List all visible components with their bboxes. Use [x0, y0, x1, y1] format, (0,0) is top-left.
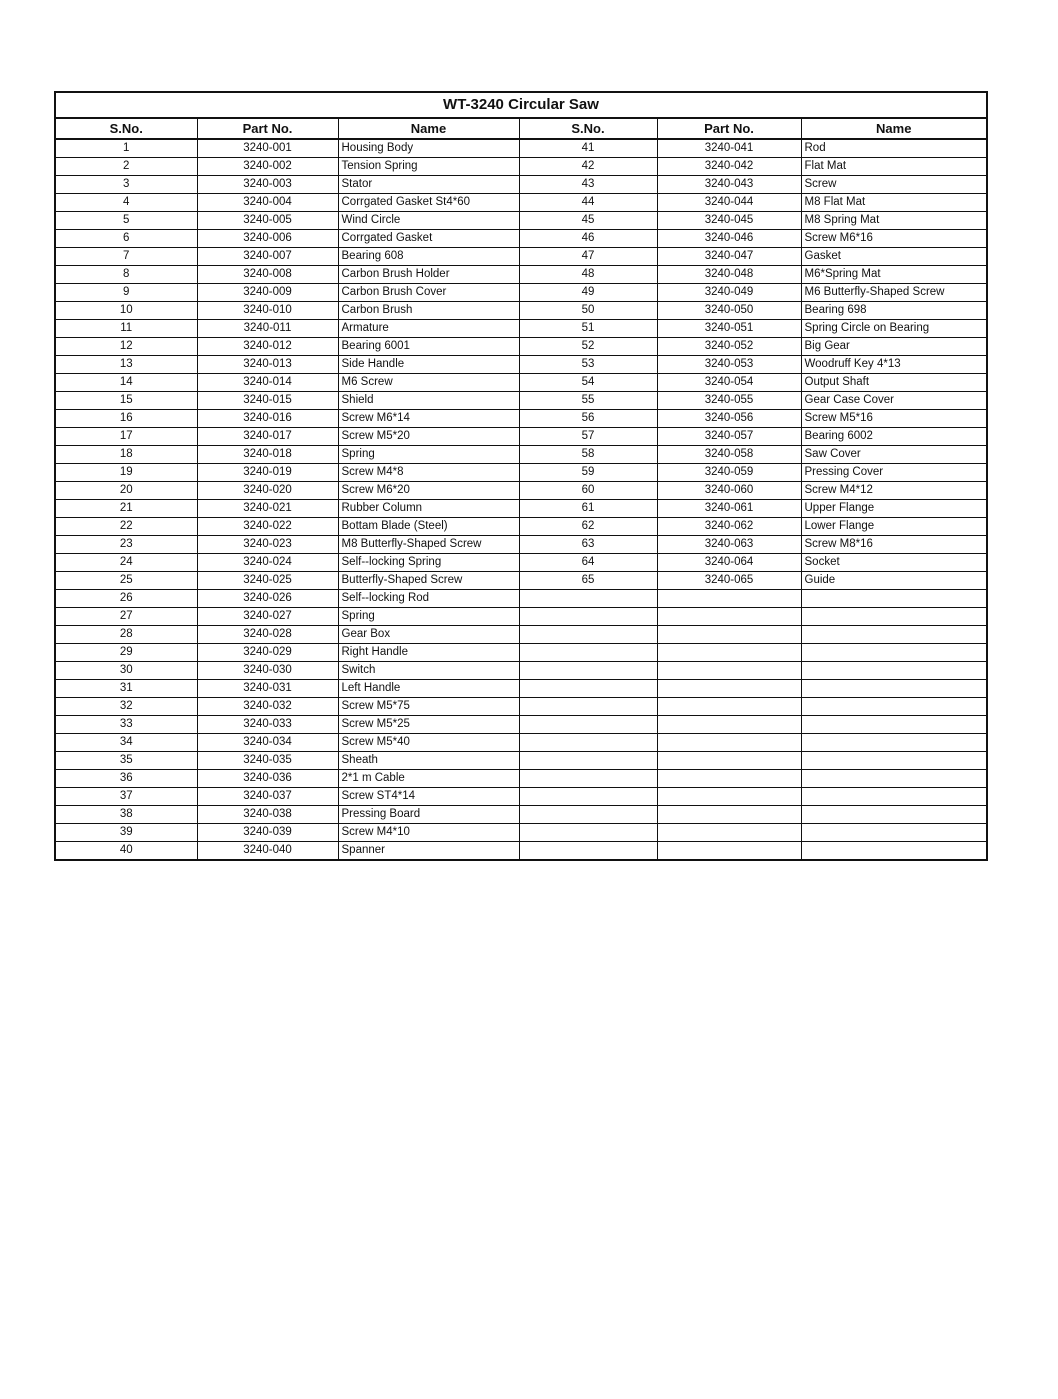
- empty-cell: [519, 752, 657, 770]
- right-part-no-cell: 3240-047: [657, 248, 801, 266]
- left-part-no-cell: 3240-024: [197, 554, 338, 572]
- empty-cell: [657, 770, 801, 788]
- left-part-no-cell: 3240-033: [197, 716, 338, 734]
- table-row: [56, 320, 986, 338]
- empty-cell: [657, 734, 801, 752]
- left-part-no-cell: 3240-005: [197, 212, 338, 230]
- right-name-cell: Saw Cover: [801, 446, 986, 464]
- left-part-no-cell: 3240-002: [197, 158, 338, 176]
- empty-cell: [519, 788, 657, 806]
- table-row: [56, 680, 986, 698]
- empty-cell: [801, 626, 986, 644]
- right-part-no-cell: 3240-050: [657, 302, 801, 320]
- left-sno-cell: 17: [56, 428, 197, 446]
- empty-cell: [519, 734, 657, 752]
- left-sno-cell: 38: [56, 806, 197, 824]
- left-sno-cell: 14: [56, 374, 197, 392]
- left-part-no-cell: 3240-031: [197, 680, 338, 698]
- table-row: [56, 410, 986, 428]
- left-sno-cell: 1: [56, 139, 197, 158]
- left-part-no-cell: 3240-023: [197, 536, 338, 554]
- left-name-cell: Screw M4*10: [338, 824, 519, 842]
- right-part-no-cell: 3240-042: [657, 158, 801, 176]
- table-row: [56, 608, 986, 626]
- left-name-cell: Corrgated Gasket St4*60: [338, 194, 519, 212]
- right-part-no-cell: 3240-065: [657, 572, 801, 590]
- right-name-cell: Socket: [801, 554, 986, 572]
- left-name-cell: Self--locking Spring: [338, 554, 519, 572]
- left-sno-cell: 36: [56, 770, 197, 788]
- left-sno-cell: 8: [56, 266, 197, 284]
- left-part-no-cell: 3240-032: [197, 698, 338, 716]
- table-row: [56, 734, 986, 752]
- left-name-cell: M6 Screw: [338, 374, 519, 392]
- left-sno-cell: 19: [56, 464, 197, 482]
- table-row: [56, 572, 986, 590]
- parts-list-sheet: [54, 91, 988, 861]
- left-name-cell: Spring: [338, 446, 519, 464]
- right-part-no-cell: 3240-045: [657, 212, 801, 230]
- left-sno-cell: 7: [56, 248, 197, 266]
- left-part-no-cell: 3240-029: [197, 644, 338, 662]
- header-name-right: Name: [801, 119, 986, 139]
- empty-cell: [801, 788, 986, 806]
- left-sno-cell: 40: [56, 842, 197, 860]
- right-sno-cell: 48: [519, 266, 657, 284]
- empty-cell: [657, 806, 801, 824]
- left-name-cell: Screw M6*14: [338, 410, 519, 428]
- table-row: [56, 554, 986, 572]
- right-part-no-cell: 3240-048: [657, 266, 801, 284]
- left-name-cell: Screw M5*75: [338, 698, 519, 716]
- left-name-cell: Corrgated Gasket: [338, 230, 519, 248]
- empty-cell: [657, 698, 801, 716]
- empty-cell: [657, 608, 801, 626]
- right-sno-cell: 54: [519, 374, 657, 392]
- left-name-cell: Self--locking Rod: [338, 590, 519, 608]
- right-sno-cell: 55: [519, 392, 657, 410]
- left-part-no-cell: 3240-030: [197, 662, 338, 680]
- empty-cell: [519, 716, 657, 734]
- empty-cell: [519, 806, 657, 824]
- table-row: [56, 194, 986, 212]
- left-sno-cell: 6: [56, 230, 197, 248]
- left-name-cell: M8 Butterfly-Shaped Screw: [338, 536, 519, 554]
- left-name-cell: Bearing 608: [338, 248, 519, 266]
- right-name-cell: Screw M4*12: [801, 482, 986, 500]
- empty-cell: [801, 752, 986, 770]
- right-part-no-cell: 3240-056: [657, 410, 801, 428]
- right-sno-cell: 58: [519, 446, 657, 464]
- left-name-cell: Bearing 6001: [338, 338, 519, 356]
- right-sno-cell: 64: [519, 554, 657, 572]
- empty-cell: [657, 788, 801, 806]
- left-name-cell: Screw M5*40: [338, 734, 519, 752]
- empty-cell: [519, 608, 657, 626]
- empty-cell: [657, 824, 801, 842]
- right-part-no-cell: 3240-044: [657, 194, 801, 212]
- table-row: [56, 752, 986, 770]
- left-name-cell: Wind Circle: [338, 212, 519, 230]
- left-part-no-cell: 3240-013: [197, 356, 338, 374]
- table-row: [56, 158, 986, 176]
- left-part-no-cell: 3240-026: [197, 590, 338, 608]
- right-sno-cell: 52: [519, 338, 657, 356]
- right-sno-cell: 63: [519, 536, 657, 554]
- empty-cell: [801, 662, 986, 680]
- left-part-no-cell: 3240-017: [197, 428, 338, 446]
- table-row: [56, 716, 986, 734]
- empty-cell: [801, 698, 986, 716]
- left-name-cell: Spring: [338, 608, 519, 626]
- empty-cell: [657, 716, 801, 734]
- empty-cell: [801, 608, 986, 626]
- left-part-no-cell: 3240-034: [197, 734, 338, 752]
- left-sno-cell: 3: [56, 176, 197, 194]
- right-part-no-cell: 3240-062: [657, 518, 801, 536]
- left-name-cell: Carbon Brush Holder: [338, 266, 519, 284]
- left-name-cell: Carbon Brush Cover: [338, 284, 519, 302]
- right-sno-cell: 45: [519, 212, 657, 230]
- left-sno-cell: 16: [56, 410, 197, 428]
- table-row: [56, 806, 986, 824]
- left-part-no-cell: 3240-021: [197, 500, 338, 518]
- empty-cell: [657, 626, 801, 644]
- left-sno-cell: 23: [56, 536, 197, 554]
- left-sno-cell: 37: [56, 788, 197, 806]
- right-sno-cell: 65: [519, 572, 657, 590]
- table-row: [56, 176, 986, 194]
- right-name-cell: M8 Spring Mat: [801, 212, 986, 230]
- right-name-cell: Screw M5*16: [801, 410, 986, 428]
- parts-table: [56, 119, 986, 859]
- right-sno-cell: 61: [519, 500, 657, 518]
- right-part-no-cell: 3240-060: [657, 482, 801, 500]
- table-row: [56, 644, 986, 662]
- table-row: [56, 284, 986, 302]
- left-part-no-cell: 3240-037: [197, 788, 338, 806]
- header-row: [56, 119, 986, 139]
- document-title: WT-3240 Circular Saw: [56, 93, 986, 119]
- right-name-cell: Pressing Cover: [801, 464, 986, 482]
- table-row: [56, 139, 986, 158]
- empty-cell: [801, 680, 986, 698]
- table-row: [56, 446, 986, 464]
- left-part-no-cell: 3240-012: [197, 338, 338, 356]
- right-part-no-cell: 3240-055: [657, 392, 801, 410]
- left-sno-cell: 27: [56, 608, 197, 626]
- left-sno-cell: 10: [56, 302, 197, 320]
- right-name-cell: Guide: [801, 572, 986, 590]
- table-row: [56, 590, 986, 608]
- left-name-cell: Butterfly-Shaped Screw: [338, 572, 519, 590]
- table-row: [56, 518, 986, 536]
- right-name-cell: Screw M8*16: [801, 536, 986, 554]
- empty-cell: [801, 716, 986, 734]
- right-name-cell: Output Shaft: [801, 374, 986, 392]
- table-row: [56, 266, 986, 284]
- table-row: [56, 824, 986, 842]
- left-part-no-cell: 3240-007: [197, 248, 338, 266]
- right-name-cell: Screw M6*16: [801, 230, 986, 248]
- right-name-cell: M6*Spring Mat: [801, 266, 986, 284]
- empty-cell: [657, 662, 801, 680]
- empty-cell: [801, 806, 986, 824]
- table-row: [56, 212, 986, 230]
- table-row: [56, 842, 986, 860]
- left-part-no-cell: 3240-006: [197, 230, 338, 248]
- left-name-cell: Switch: [338, 662, 519, 680]
- left-part-no-cell: 3240-027: [197, 608, 338, 626]
- left-sno-cell: 25: [56, 572, 197, 590]
- right-name-cell: M8 Flat Mat: [801, 194, 986, 212]
- empty-cell: [519, 680, 657, 698]
- left-name-cell: Housing Body: [338, 139, 519, 158]
- left-part-no-cell: 3240-016: [197, 410, 338, 428]
- table-row: [56, 626, 986, 644]
- table-row: [56, 536, 986, 554]
- right-part-no-cell: 3240-057: [657, 428, 801, 446]
- empty-cell: [519, 590, 657, 608]
- left-sno-cell: 28: [56, 626, 197, 644]
- right-name-cell: Gasket: [801, 248, 986, 266]
- table-row: [56, 662, 986, 680]
- header-part-no-right: Part No.: [657, 119, 801, 139]
- header-sno-left: S.No.: [56, 119, 197, 139]
- left-part-no-cell: 3240-019: [197, 464, 338, 482]
- right-name-cell: M6 Butterfly-Shaped Screw: [801, 284, 986, 302]
- left-part-no-cell: 3240-020: [197, 482, 338, 500]
- left-sno-cell: 31: [56, 680, 197, 698]
- right-part-no-cell: 3240-046: [657, 230, 801, 248]
- empty-cell: [519, 842, 657, 860]
- left-name-cell: Armature: [338, 320, 519, 338]
- right-part-no-cell: 3240-058: [657, 446, 801, 464]
- left-part-no-cell: 3240-009: [197, 284, 338, 302]
- empty-cell: [657, 680, 801, 698]
- empty-cell: [519, 626, 657, 644]
- table-row: [56, 464, 986, 482]
- left-name-cell: Shield: [338, 392, 519, 410]
- right-name-cell: Upper Flange: [801, 500, 986, 518]
- right-sno-cell: 46: [519, 230, 657, 248]
- right-name-cell: Lower Flange: [801, 518, 986, 536]
- left-sno-cell: 29: [56, 644, 197, 662]
- left-name-cell: Bottam Blade (Steel): [338, 518, 519, 536]
- right-part-no-cell: 3240-054: [657, 374, 801, 392]
- left-sno-cell: 32: [56, 698, 197, 716]
- right-part-no-cell: 3240-059: [657, 464, 801, 482]
- empty-cell: [801, 824, 986, 842]
- left-sno-cell: 11: [56, 320, 197, 338]
- right-part-no-cell: 3240-061: [657, 500, 801, 518]
- right-sno-cell: 49: [519, 284, 657, 302]
- table-row: [56, 698, 986, 716]
- left-part-no-cell: 3240-036: [197, 770, 338, 788]
- empty-cell: [519, 644, 657, 662]
- left-part-no-cell: 3240-014: [197, 374, 338, 392]
- right-name-cell: Gear Case Cover: [801, 392, 986, 410]
- table-row: [56, 770, 986, 788]
- left-part-no-cell: 3240-001: [197, 139, 338, 158]
- left-name-cell: Side Handle: [338, 356, 519, 374]
- header-name-left: Name: [338, 119, 519, 139]
- left-sno-cell: 12: [56, 338, 197, 356]
- right-name-cell: Woodruff Key 4*13: [801, 356, 986, 374]
- table-row: [56, 248, 986, 266]
- left-sno-cell: 20: [56, 482, 197, 500]
- left-part-no-cell: 3240-011: [197, 320, 338, 338]
- empty-cell: [657, 752, 801, 770]
- left-name-cell: Stator: [338, 176, 519, 194]
- left-part-no-cell: 3240-040: [197, 842, 338, 860]
- left-name-cell: Screw M6*20: [338, 482, 519, 500]
- left-name-cell: Screw ST4*14: [338, 788, 519, 806]
- left-name-cell: Screw M4*8: [338, 464, 519, 482]
- left-sno-cell: 30: [56, 662, 197, 680]
- right-sno-cell: 47: [519, 248, 657, 266]
- right-name-cell: Rod: [801, 139, 986, 158]
- left-name-cell: Tension Spring: [338, 158, 519, 176]
- empty-cell: [519, 698, 657, 716]
- empty-cell: [519, 662, 657, 680]
- table-row: [56, 374, 986, 392]
- header-part-no-left: Part No.: [197, 119, 338, 139]
- right-name-cell: Bearing 6002: [801, 428, 986, 446]
- table-row: [56, 302, 986, 320]
- empty-cell: [657, 590, 801, 608]
- left-name-cell: Sheath: [338, 752, 519, 770]
- left-sno-cell: 13: [56, 356, 197, 374]
- right-part-no-cell: 3240-043: [657, 176, 801, 194]
- left-part-no-cell: 3240-015: [197, 392, 338, 410]
- right-part-no-cell: 3240-049: [657, 284, 801, 302]
- left-part-no-cell: 3240-028: [197, 626, 338, 644]
- left-sno-cell: 39: [56, 824, 197, 842]
- right-part-no-cell: 3240-052: [657, 338, 801, 356]
- right-sno-cell: 51: [519, 320, 657, 338]
- left-name-cell: 2*1 m Cable: [338, 770, 519, 788]
- right-sno-cell: 53: [519, 356, 657, 374]
- left-sno-cell: 22: [56, 518, 197, 536]
- left-name-cell: Screw M5*25: [338, 716, 519, 734]
- table-row: [56, 500, 986, 518]
- empty-cell: [519, 824, 657, 842]
- right-sno-cell: 43: [519, 176, 657, 194]
- table-row: [56, 482, 986, 500]
- left-part-no-cell: 3240-039: [197, 824, 338, 842]
- left-sno-cell: 26: [56, 590, 197, 608]
- right-sno-cell: 56: [519, 410, 657, 428]
- right-name-cell: Big Gear: [801, 338, 986, 356]
- empty-cell: [801, 590, 986, 608]
- empty-cell: [519, 770, 657, 788]
- table-body: [56, 139, 986, 859]
- left-name-cell: Spanner: [338, 842, 519, 860]
- empty-cell: [801, 644, 986, 662]
- left-part-no-cell: 3240-018: [197, 446, 338, 464]
- left-name-cell: Rubber Column: [338, 500, 519, 518]
- left-sno-cell: 5: [56, 212, 197, 230]
- right-part-no-cell: 3240-053: [657, 356, 801, 374]
- left-part-no-cell: 3240-022: [197, 518, 338, 536]
- left-name-cell: Left Handle: [338, 680, 519, 698]
- left-part-no-cell: 3240-003: [197, 176, 338, 194]
- left-sno-cell: 24: [56, 554, 197, 572]
- empty-cell: [801, 734, 986, 752]
- left-sno-cell: 2: [56, 158, 197, 176]
- left-sno-cell: 21: [56, 500, 197, 518]
- right-part-no-cell: 3240-064: [657, 554, 801, 572]
- right-part-no-cell: 3240-041: [657, 139, 801, 158]
- right-name-cell: Spring Circle on Bearing: [801, 320, 986, 338]
- left-name-cell: Gear Box: [338, 626, 519, 644]
- left-sno-cell: 15: [56, 392, 197, 410]
- table-row: [56, 428, 986, 446]
- right-name-cell: Bearing 698: [801, 302, 986, 320]
- left-part-no-cell: 3240-035: [197, 752, 338, 770]
- empty-cell: [657, 842, 801, 860]
- left-name-cell: Carbon Brush: [338, 302, 519, 320]
- empty-cell: [801, 842, 986, 860]
- header-sno-right: S.No.: [519, 119, 657, 139]
- left-part-no-cell: 3240-004: [197, 194, 338, 212]
- left-sno-cell: 18: [56, 446, 197, 464]
- right-sno-cell: 59: [519, 464, 657, 482]
- right-part-no-cell: 3240-063: [657, 536, 801, 554]
- empty-cell: [801, 770, 986, 788]
- right-sno-cell: 62: [519, 518, 657, 536]
- left-part-no-cell: 3240-010: [197, 302, 338, 320]
- left-sno-cell: 33: [56, 716, 197, 734]
- right-sno-cell: 50: [519, 302, 657, 320]
- right-name-cell: Flat Mat: [801, 158, 986, 176]
- right-sno-cell: 60: [519, 482, 657, 500]
- left-part-no-cell: 3240-038: [197, 806, 338, 824]
- left-name-cell: Pressing Board: [338, 806, 519, 824]
- right-sno-cell: 44: [519, 194, 657, 212]
- table-row: [56, 338, 986, 356]
- right-sno-cell: 42: [519, 158, 657, 176]
- right-name-cell: Screw: [801, 176, 986, 194]
- right-sno-cell: 41: [519, 139, 657, 158]
- left-sno-cell: 34: [56, 734, 197, 752]
- right-sno-cell: 57: [519, 428, 657, 446]
- left-name-cell: Right Handle: [338, 644, 519, 662]
- left-part-no-cell: 3240-025: [197, 572, 338, 590]
- table-row: [56, 230, 986, 248]
- left-part-no-cell: 3240-008: [197, 266, 338, 284]
- left-sno-cell: 35: [56, 752, 197, 770]
- left-name-cell: Screw M5*20: [338, 428, 519, 446]
- table-row: [56, 788, 986, 806]
- right-part-no-cell: 3240-051: [657, 320, 801, 338]
- left-sno-cell: 4: [56, 194, 197, 212]
- table-row: [56, 392, 986, 410]
- empty-cell: [657, 644, 801, 662]
- table-row: [56, 356, 986, 374]
- left-sno-cell: 9: [56, 284, 197, 302]
